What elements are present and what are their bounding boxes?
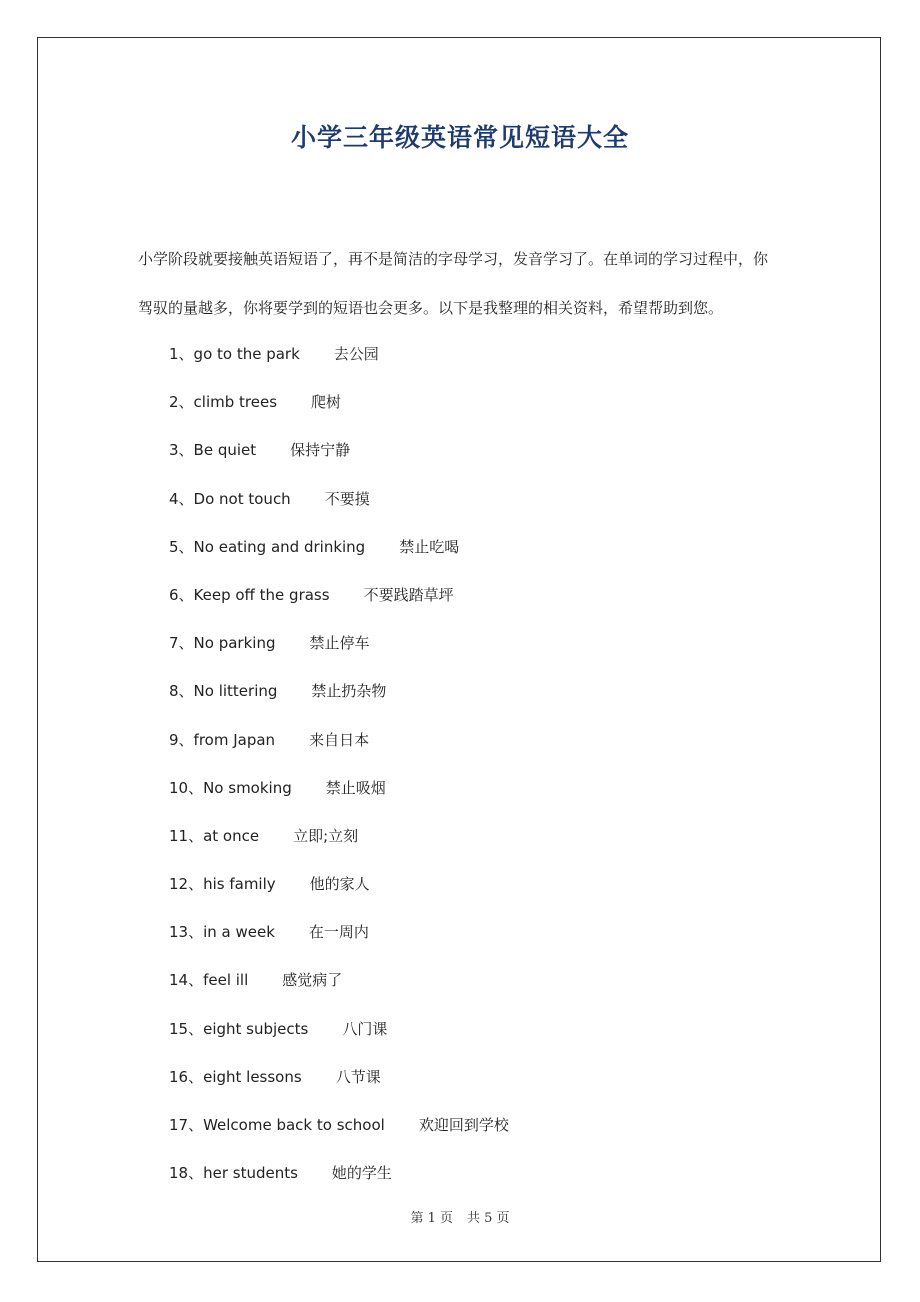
phrase-item <box>169 1114 509 1162</box>
phrase-chinese: 她的学生 <box>331 1164 392 1183</box>
phrase-item <box>169 873 509 921</box>
phrase-english: 5、No eating and drinking <box>169 537 366 556</box>
phrase-item <box>169 632 509 680</box>
phrase-chinese: 爬树 <box>311 393 342 412</box>
page-number-total: 共 5 页 <box>467 1211 510 1226</box>
phrase-english: 18、her students <box>169 1164 298 1183</box>
phrase-chinese: 欢迎回到学校 <box>418 1116 509 1134</box>
phrase-english: 1、go to the park <box>169 345 300 363</box>
phrase-english: 8、No littering <box>169 682 278 701</box>
phrase-english: 4、Do not touch <box>169 489 291 508</box>
phrase-english: 15、eight subjects <box>169 1019 309 1038</box>
page-footer <box>0 1207 920 1226</box>
phrase-english: 9、from Japan <box>169 730 276 749</box>
phrase-item <box>169 439 509 487</box>
phrase-item <box>169 1018 509 1066</box>
phrase-chinese: 感觉病了 <box>282 971 343 990</box>
phrase-item <box>169 680 509 728</box>
phrase-english: 14、feel ill <box>169 971 249 990</box>
phrase-chinese: 禁止吸烟 <box>325 778 386 797</box>
phrase-item <box>169 777 509 825</box>
document-title: 小学三年级英语常见短语大全 <box>290 123 629 152</box>
phrase-english: 6、Keep off the grass <box>169 585 330 604</box>
phrase-item <box>169 584 509 632</box>
phrase-item <box>169 825 509 873</box>
phrase-chinese: 禁止吃喝 <box>399 537 460 556</box>
phrase-item <box>169 729 509 777</box>
phrase-chinese: 去公园 <box>333 345 379 363</box>
phrase-item <box>169 488 509 536</box>
phrase-item <box>169 921 509 969</box>
phrase-list <box>169 343 509 1210</box>
phrase-chinese: 八门课 <box>342 1019 388 1038</box>
phrase-item <box>169 391 509 439</box>
phrase-item <box>169 1066 509 1114</box>
phrase-chinese: 禁止扔杂物 <box>311 682 387 701</box>
phrase-chinese: 来自日本 <box>309 730 370 749</box>
phrase-english: 2、climb trees <box>169 393 278 412</box>
phrase-item <box>169 1162 509 1210</box>
phrase-english: 13、in a week <box>169 923 275 942</box>
intro-paragraph-line-1: 小学阶段就要接触英语短语了，再不是简洁的字母学习，发音学习了。在单词的学习过程中，你 <box>138 250 769 268</box>
page-number-current: 第 1 页 <box>410 1211 453 1226</box>
intro-paragraph-line-2: 驾驭的量越多，你将要学到的短语也会更多。以下是我整理的相关资料，希望帮助到您。 <box>138 299 724 317</box>
phrase-chinese: 不要践踏草坪 <box>363 585 454 604</box>
phrase-chinese: 保持宁静 <box>290 441 351 460</box>
phrase-chinese: 八节课 <box>335 1067 381 1086</box>
phrase-english: 7、No parking <box>169 634 276 653</box>
phrase-english: 11、at once <box>169 826 260 845</box>
phrase-chinese: 不要摸 <box>324 489 370 508</box>
phrase-chinese: 在一周内 <box>308 923 369 942</box>
phrase-chinese: 他的家人 <box>309 875 370 894</box>
phrase-item <box>169 343 509 391</box>
phrase-english: 17、Welcome back to school <box>169 1116 385 1134</box>
phrase-english: 12、his family <box>169 875 276 894</box>
phrase-item <box>169 536 509 584</box>
phrase-english: 3、Be quiet <box>169 441 257 460</box>
phrase-item <box>169 969 509 1017</box>
phrase-chinese: 禁止停车 <box>309 634 370 653</box>
phrase-chinese: 立即;立刻 <box>293 826 359 845</box>
phrase-english: 10、No smoking <box>169 778 292 797</box>
phrase-english: 16、eight lessons <box>169 1067 302 1086</box>
